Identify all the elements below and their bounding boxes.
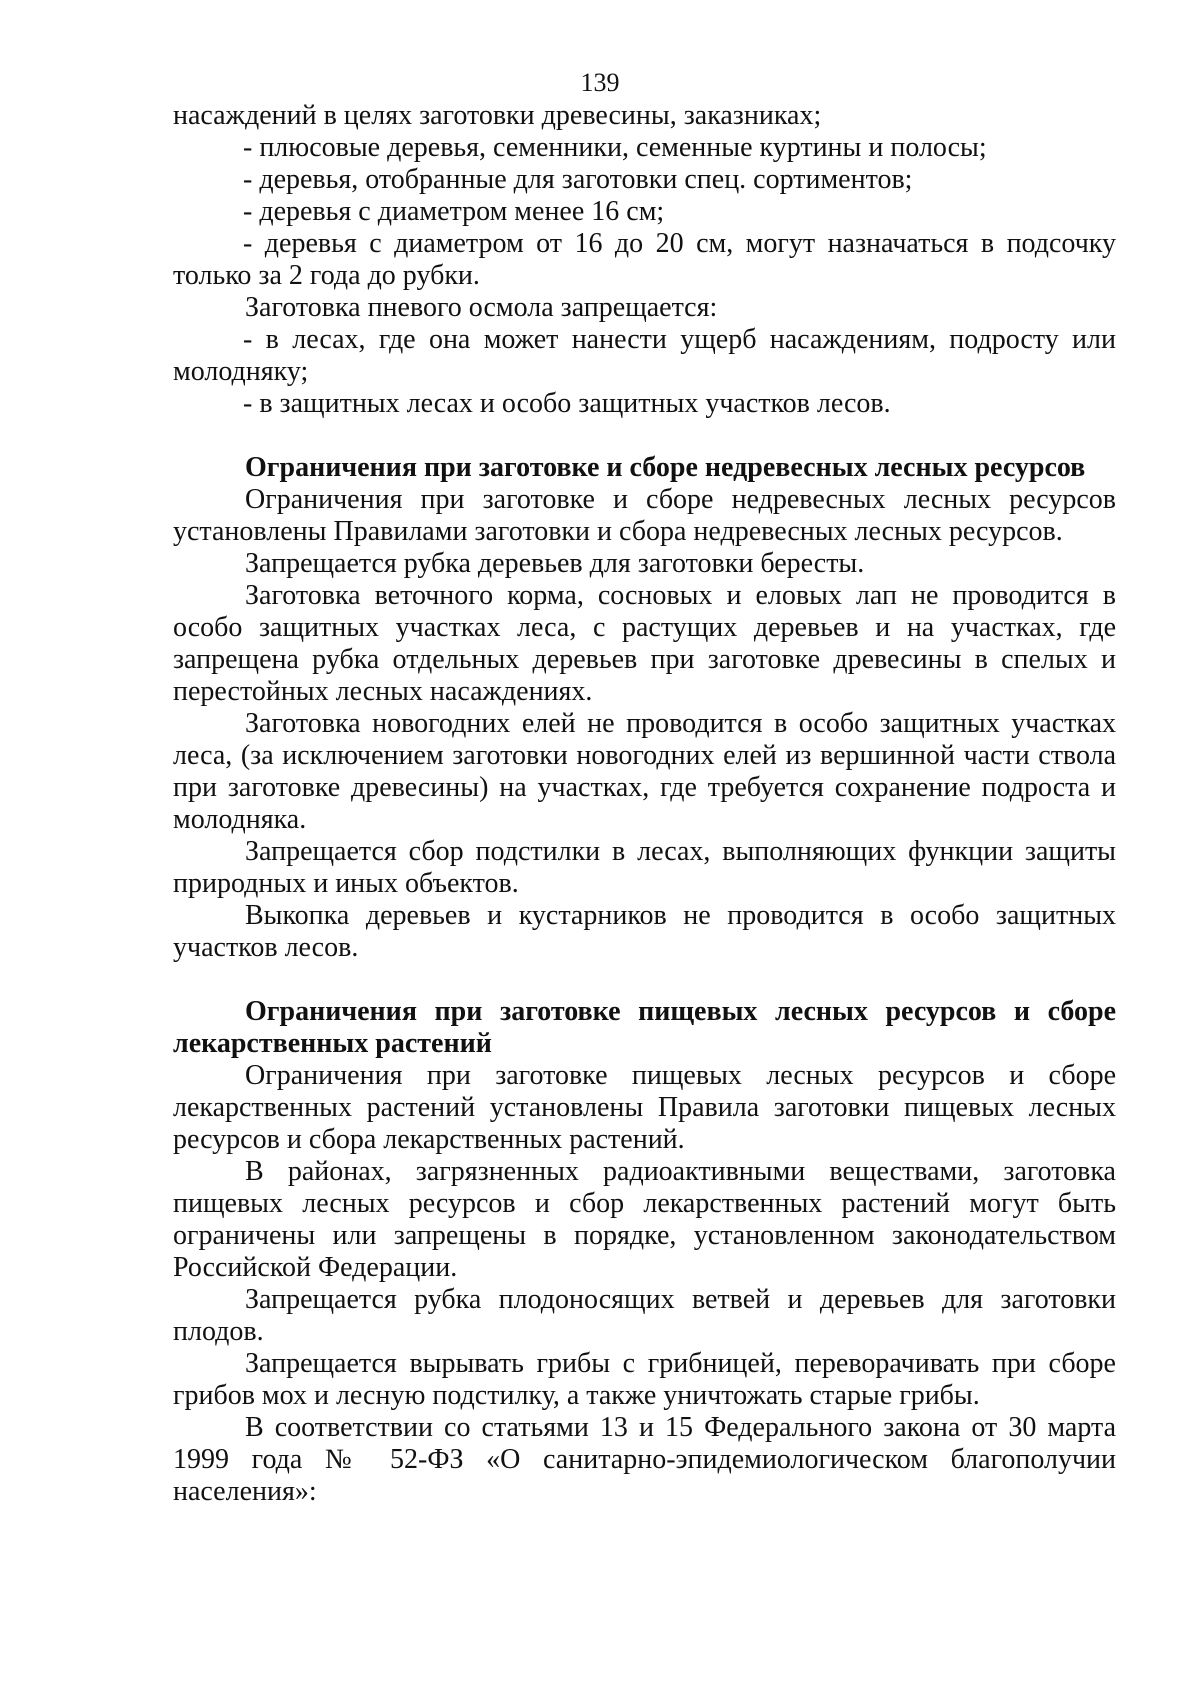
- list-item: - деревья с диаметром менее 16 см;: [243, 196, 665, 227]
- paragraph: Запрещается рубка плодоносящих ветвей и деревьев для заготовки плодов.: [173, 1284, 1116, 1347]
- paragraph: Ограничения при заготовке и сборе недревесных лесных ресурсов установлены Правилами заготовки и сбора недревесных лесных ресурсов.: [173, 484, 1116, 547]
- paragraph: Ограничения при заготовке пищевых лесных ресурсов и сборе лекарственных растений установлены Правила заготовки пищевых лесных ресурсов и сбора лекарственных растений.: [173, 1060, 1116, 1155]
- paragraph: Заготовка веточного корма, сосновых и еловых лап не проводится в особо защитных участках леса, с растущих деревьев и на участках, где запрещена рубка отдельных деревьев при заготовке древесины в спелых и перестойных лесных насаждениях.: [173, 580, 1116, 707]
- section-spacer: [173, 420, 1116, 452]
- paragraph: Запрещается рубка деревьев для заготовки бересты.: [245, 548, 865, 579]
- paragraph: насаждений в целях заготовки древесины, заказниках;: [173, 100, 822, 131]
- list-item: - деревья, отобранные для заготовки спец. сортиментов;: [243, 164, 913, 195]
- page-number: 139: [580, 68, 620, 97]
- document-body: [173, 100, 1116, 1508]
- paragraph: Выкопка деревьев и кустарников не проводится в особо защитных участков лесов.: [173, 900, 1116, 963]
- list-item: - в защитных лесах и особо защитных участков лесов.: [243, 388, 891, 419]
- paragraph: Запрещается вырывать грибы с грибницей, переворачивать при сборе грибов мох и лесную подстилку, а также уничтожать старые грибы.: [173, 1348, 1116, 1411]
- paragraph: В районах, загрязненных радиоактивными веществами, заготовка пищевых лесных ресурсов и сбор лекарственных растений могут быть ограничены или запрещены в порядке, установленном законодательством Российской Федерации.: [173, 1156, 1116, 1283]
- paragraph: Запрещается сбор подстилки в лесах, выполняющих функции защиты природных и иных объектов.: [173, 836, 1116, 899]
- paragraph: Заготовка новогодних елей не проводится в особо защитных участках леса, (за исключением заготовки новогодних елей из вершинной части ствола при заготовке древесины) на участках, где требуется сохранение подроста и молодняка.: [173, 708, 1116, 835]
- list-item: - плюсовые деревья, семенники, семенные куртины и полосы;: [243, 132, 987, 163]
- section-spacer: [173, 964, 1116, 996]
- list-item: - деревья с диаметром от 16 до 20 см, могут назначаться в подсочку только за 2 года до рубки.: [173, 228, 1116, 291]
- paragraph: В соответствии со статьями 13 и 15 Федерального закона от 30 марта 1999 года № 52-ФЗ «О санитарно-эпидемиологическом благополучии населения»:: [173, 1412, 1116, 1507]
- section-heading: Ограничения при заготовке пищевых лесных ресурсов и сборе лекарственных растений: [173, 996, 1116, 1059]
- paragraph: Заготовка пневого осмола запрещается:: [245, 292, 718, 323]
- list-item: - в лесах, где она может нанести ущерб насаждениям, подросту или молодняку;: [173, 324, 1116, 387]
- section-heading: Ограничения при заготовке и сборе недревесных лесных ресурсов: [245, 452, 1086, 483]
